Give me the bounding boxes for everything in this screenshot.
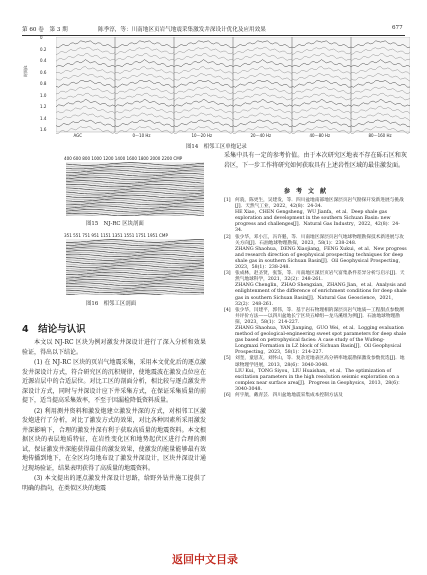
- reference-item: ZHANG Shaohua，DENG Xiaojiang，FENG Xukui，et al．New progress and research direction of geophysical prospecting techniques for deep shale gas in southern Sichuan Basin[J]．Oil Geophysical Prospecting，2023，58(1)：238-248.: [235, 246, 407, 271]
- figure-14-ytick: 0.2: [40, 46, 47, 52]
- reference-item: ZHANG Chenglin，ZHAO Shengxian，ZHANG Jian，et al．Analysis and enlightenment of the difference of enrichment conditions for deep shale gas in southern Sichuan Basin[J]．Natural Gas Geoscience，2021，32(2)：248-261.: [235, 283, 407, 307]
- section-body: [22, 338, 206, 494]
- reference-item: [6] 何宇航，戴青芸．四川盆地地震采集成本控制方法及: [224, 393, 343, 398]
- figure-14-panel-label: 0～10 Hz: [132, 133, 151, 138]
- reference-item: [4] 张少华，闫建平，郭伟，等．基于岩石物理相的深层页岩气地质—工程甜点参数测井评价方法——以四川盆地长宁区块五峰组—龙马溪组为例[J]．石油地球物理勘探，2023，58(1)：214-227.: [224, 307, 404, 325]
- figure-15-caption: 图15 NJ-RC 区块剖面: [86, 221, 144, 227]
- figure-14-caption: 图14 相邻工区单炮记录: [186, 144, 247, 150]
- reference-item: [3] 张成林，赵圣贤，张鉴，等．川南地区深层页岩气富集条件差异分析与启示[J]．天然气地球科学，2021，32(2)：248-261.: [224, 271, 405, 283]
- figure-15-section-image: [66, 162, 204, 216]
- reference-item: ZHANG Shaohua，YAN Jianping，GUO Wei，et al．Logging evaluation method of geological-engineering sweet spot parameters for deep shale gas based on petrophysical facies: A case study of the Wufeng-Longmaxi Formation in LZ block of Sichuan Basin[J]．Oil Geophysical Prospecting，2023，58(1)：214-227.: [235, 325, 407, 356]
- figure-14-ytick: 1.4: [40, 115, 47, 121]
- reference-item: [2] 张少华，邓小江，冯许魁，等．川南地区深层页岩气地球物理勘探技术新进展与攻关方向[J]．石油地球物理勘探，2023，58(1)：238-248.: [224, 234, 404, 246]
- references-list: [224, 198, 407, 399]
- figure-14-seismic-panels: [23, 35, 410, 139]
- return-to-contents-link[interactable]: 返回中文目录: [172, 553, 238, 566]
- figure-14-ytick: 0: [40, 35, 43, 40]
- header-rule: [22, 35, 405, 36]
- figure-15-axis: 400 600 800 1000 1200 1400 1600 1800 2000 2200 CMP: [64, 156, 183, 161]
- figure-14-ytick: 1.6: [40, 127, 47, 132]
- references-heading: 参 考 文 献: [284, 188, 327, 195]
- page-number: 677: [392, 25, 403, 31]
- reference-item: HE Xiao，CHEN Gengsheng，WU Jianfa，et al．Deep shale gas exploration and development in the southern Sichuan Basin: new progress and challenges[J]．Natural Gas Industry，2022，42(8)：24-34.: [235, 210, 400, 234]
- figure-14-ytick: 0.4: [40, 58, 47, 63]
- figure-16-section-image: [66, 239, 204, 295]
- reference-item: LIU Kui，TONG Siyou，LIU Huaishan，et al．The optimization of excitation parameters in the high resolution seismic exploration on a complex near surface area[J]．Progress in Geophysics，2013，28(6)：3040-3048.: [235, 368, 403, 392]
- right-column-paragraph: 采集中具有一定的参考价值。由于本次研究区地表不存在砾石区和灰岩区，下一步工作将研究如何获取具有上述岩性区域的最佳激发面。: [224, 152, 407, 169]
- running-header-title: 陈季淳，等：川南地区页岩气地震采集激发井深设计优化及应用效果: [98, 27, 266, 33]
- figure-14-ytick: 1.2: [40, 104, 47, 109]
- figure-14-panel-label: 40～80 Hz: [309, 133, 331, 138]
- figure-16-axis: 351 551 751 951 1151 1351 1551 1751 1951 CMP: [64, 233, 168, 238]
- figure-14-ylabel: 时间/s: [23, 65, 28, 77]
- running-header-volume: 第 60 卷 第 3 期: [22, 27, 68, 33]
- paragraph: (3) 本文提出的逐点激发井深设计思路，给野外钻井施工提供了明确的指向，在类似区块的地震: [22, 475, 206, 492]
- paragraph: (1) 在 NJ-RC 区块的页岩气地震采集，采用本文优化后的逐点激发井深设计方式，符合研究区的沉积规律，使地震波在激发点位应在近源岩层中的合适层位。对比工区的剖面分析，相比较与逐点激发井深设计方式，同时与井深设计应下井采集方式，在保证采集质量的前提下，适当提高采集效率，不至于因漏检降低资料质量。: [22, 359, 206, 404]
- figure-14-ytick: 0.8: [40, 81, 47, 86]
- figure-14-ytick: 0.6: [40, 69, 47, 75]
- figure-14-panel-label: 80～160 Hz: [368, 133, 392, 138]
- figure-14-ytick: 1.0: [40, 92, 47, 98]
- figure-14-panel-label: AGC: [73, 133, 83, 138]
- paragraph: (2) 利用测井资料和激发炮建立激发井深的方式，对相邻工区激发炮进行了分析，对比了激发方式的效果，对比各种因素所采用激发井深影响下，合理的激发井深有利于获取高质量的地震资料。本文根据区块的表层地质特征，在岩性变化区和地势起伏区进行合理的测试，保证激发井深能获得最佳的激发效果，使激发的能量能够最有效地传播到地下，在全区均匀地布设了激发井深设计，区块井深设计通过现场验证，结果表明获得了高质量的地震资料。: [22, 407, 206, 472]
- figure-14-panel-label: 20～40 Hz: [250, 133, 272, 138]
- figure-14-panel-label: 10～20 Hz: [191, 133, 213, 138]
- section-heading: 4 结论与认识: [22, 324, 86, 335]
- figure-14-traces: [56, 37, 410, 137]
- figure-16-caption: 图16 相邻工区剖面: [86, 301, 136, 307]
- reference-item: [5] 刘奎，童思友，刘怀山，等．复杂近地表区高分辨率地震勘探激发参数优选[J]．地球物理学进展，2013，28(6)：3040-3048.: [224, 356, 405, 368]
- paragraph: 本文以 NJ-RC 区块为例对激发井深设计进行了深入分析和效果验证，得出以下结论。: [22, 339, 206, 356]
- reference-item: [1] 何骁，陈更生，吴建发，等．四川盆地南部地区深层页岩气勘探开发新进展与挑战[J]．天然气工业，2022，42(8)：24-34.: [224, 198, 404, 210]
